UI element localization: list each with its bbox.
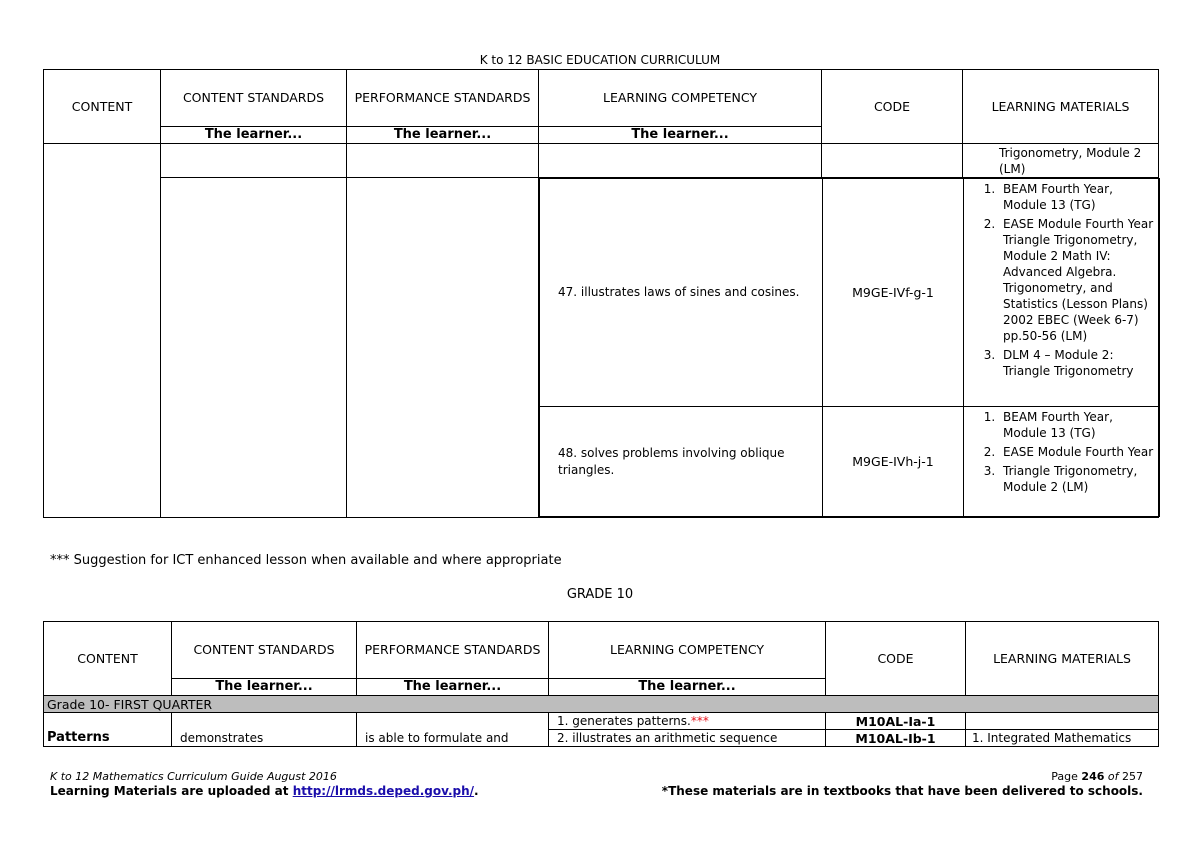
- header-learning-materials: LEARNING MATERIALS: [963, 70, 1159, 144]
- content-standards-cell: [161, 144, 347, 178]
- competency-2: 2. illustrates an arithmetic sequence: [549, 730, 826, 747]
- sub-header-learner: The learner...: [161, 127, 347, 144]
- code-1: M10AL-Ia-1: [826, 713, 966, 730]
- header-content: CONTENT: [44, 70, 161, 144]
- header-performance-standards: PERFORMANCE STANDARDS: [347, 70, 539, 127]
- material-2: 1. Integrated Mathematics: [966, 730, 1159, 747]
- page-of: of: [1107, 770, 1119, 783]
- quarter-row: Grade 10- FIRST QUARTER: [44, 696, 1159, 713]
- textbook-note: *These materials are in textbooks that have been delivered to schools.: [661, 784, 1143, 798]
- sub-header-learner: The learner...: [357, 679, 549, 696]
- page-total: 257: [1122, 770, 1143, 783]
- sub-header-learner: The learner...: [347, 127, 539, 144]
- material-item: 1. BEAM Fourth Year, Module 13 (TG): [999, 181, 1155, 213]
- footer-upload-text: Learning Materials are uploaded at: [50, 784, 289, 798]
- competency-48: 48. solves problems involving oblique triangles.: [540, 407, 823, 517]
- content-cell: [44, 144, 161, 518]
- page-prefix: Page: [1051, 770, 1078, 783]
- materials-47: [964, 179, 1160, 407]
- content-patterns: Patterns: [44, 713, 172, 747]
- header-code: CODE: [822, 70, 963, 144]
- content-standards-cell: [161, 178, 347, 518]
- performance-standard-text: is able to formulate and: [357, 713, 549, 747]
- material-continuation: Trigonometry, Module 2 (LM): [963, 144, 1159, 178]
- performance-standards-cell: [347, 178, 539, 518]
- sub-header-learner: The learner...: [172, 679, 357, 696]
- footer-left: [50, 769, 479, 799]
- material-item: 2. EASE Module Fourth Year Triangle Trigonometry, Module 2 Math IV: Advanced Algebra. Trigonometry, and Statistics (Lesson Plans) 2002 EBEC (Week 6-7) pp.50-56 (LM): [999, 216, 1155, 344]
- curriculum-table-grade10: [43, 621, 1159, 747]
- sub-header-learner: The learner...: [539, 127, 822, 144]
- competency-47: 47. illustrates laws of sines and cosines.: [540, 179, 823, 407]
- page-title: K to 12 BASIC EDUCATION CURRICULUM: [479, 53, 721, 67]
- ict-marker: ***: [690, 714, 709, 728]
- header-learning-materials: LEARNING MATERIALS: [966, 622, 1159, 696]
- header-learning-competency: LEARNING COMPETENCY: [549, 622, 826, 679]
- competency-1: [549, 713, 826, 730]
- header-content-standards: CONTENT STANDARDS: [161, 70, 347, 127]
- code-cell: [822, 144, 963, 178]
- page-number: [662, 769, 1143, 784]
- footer-upload: [50, 784, 479, 799]
- header-code: CODE: [826, 622, 966, 696]
- ict-note: *** Suggestion for ICT enhanced lesson when available and where appropriate: [50, 553, 562, 568]
- material-item: 2. EASE Module Fourth Year: [999, 444, 1155, 460]
- materials-48: [964, 407, 1160, 517]
- code-48: M9GE-IVh-j-1: [823, 407, 964, 517]
- material-item: 1. BEAM Fourth Year, Module 13 (TG): [999, 409, 1155, 441]
- footer-period: .: [474, 784, 479, 798]
- code-2: M10AL-Ib-1: [826, 730, 966, 747]
- header-content: CONTENT: [44, 622, 172, 696]
- header-learning-competency: LEARNING COMPETENCY: [539, 70, 822, 127]
- page-current: 246: [1081, 770, 1105, 783]
- footer-right: [662, 769, 1143, 799]
- performance-standards-cell: [347, 144, 539, 178]
- curriculum-table-grade9: [43, 69, 1159, 518]
- material-1: [966, 713, 1159, 730]
- competency-1-text: 1. generates patterns.: [557, 714, 691, 728]
- competency-subtable: [539, 178, 1160, 517]
- competency-cell: [539, 144, 822, 178]
- lrmds-link[interactable]: http://lrmds.deped.gov.ph/: [292, 784, 475, 798]
- footer-guide: K to 12 Mathematics Curriculum Guide August 2016: [50, 770, 337, 783]
- material-item: 3. DLM 4 – Module 2: Triangle Trigonometry: [999, 347, 1155, 379]
- content-standard-text: demonstrates: [172, 713, 357, 747]
- grade-heading: GRADE 10: [566, 587, 634, 602]
- header-performance-standards: PERFORMANCE STANDARDS: [357, 622, 549, 679]
- sub-header-learner: The learner...: [549, 679, 826, 696]
- code-47: M9GE-IVf-g-1: [823, 179, 964, 407]
- header-content-standards: CONTENT STANDARDS: [172, 622, 357, 679]
- material-item: 3. Triangle Trigonometry, Module 2 (LM): [999, 463, 1155, 495]
